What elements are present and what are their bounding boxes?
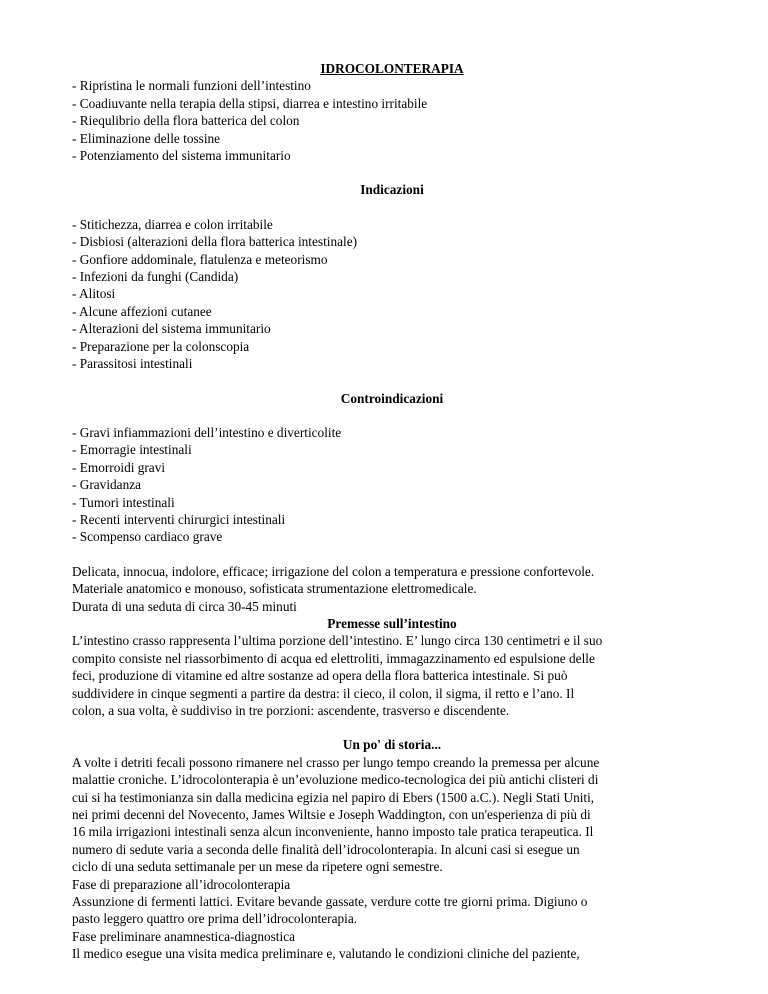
- list-item: - Recenti interventi chirurgici intestinali: [72, 511, 286, 527]
- list-item: - Ripristina le normali funzioni dell’intestino: [72, 78, 311, 94]
- premesse-paragraph: [72, 632, 712, 719]
- document-page: [72, 60, 712, 963]
- storia-heading: Un po' di storia...: [342, 737, 442, 753]
- list-item: - Scompenso cardiaco grave: [72, 529, 223, 545]
- document-title: IDROCOLONTERAPIA: [320, 61, 464, 76]
- indications-heading: Indicazioni: [360, 182, 424, 198]
- text-line: cui si ha testimonianza sin dalla medicina egizia nel papiro di Ebers (1500 a.C.). Negli Stati Uniti,: [72, 789, 595, 805]
- text-line: 16 mila irrigazioni intestinali senza alcun inconveniente, hanno imposto tale pratica terapeutica. Il: [72, 824, 594, 840]
- list-item: - Alcune affezioni cutanee: [72, 303, 212, 319]
- list-item: - Tumori intestinali: [72, 494, 175, 510]
- text-line: suddividere in cinque segmenti a partire da destra: il cieco, il colon, il sigma, il retto e l’ano. Il: [72, 685, 575, 701]
- list-item: - Emorroidi gravi: [72, 459, 166, 475]
- text-line: colon, a sua volta, è suddiviso in tre porzioni: ascendente, trasverso e discendente.: [72, 703, 510, 718]
- text-line: L’intestino crasso rappresenta l’ultima porzione dell’intestino. E’ lungo circa 130 centimetri e il suo: [72, 633, 603, 649]
- list-item: - Coadiuvante nella terapia della stipsi, diarrea e intestino irritabile: [72, 95, 428, 111]
- list-item: - Disbiosi (alterazioni della flora batterica intestinale): [72, 234, 358, 250]
- text-line: Delicata, innocua, indolore, efficace; irrigazione del colon a temperatura e pressione confortevole.: [72, 563, 595, 579]
- list-item: - Alitosi: [72, 286, 116, 302]
- storia-paragraph: [72, 754, 712, 963]
- premesse-heading: Premesse sull’intestino: [327, 615, 457, 631]
- text-line: Materiale anatomico e monouso, sofisticata strumentazione elettromedicale.: [72, 581, 477, 597]
- list-item: - Stitichezza, diarrea e colon irritabile: [72, 216, 273, 232]
- benefits-list: [72, 77, 712, 164]
- list-item: - Preparazione per la colonscopia: [72, 338, 250, 354]
- indications-list: [72, 216, 712, 373]
- description-paragraph: [72, 563, 712, 615]
- text-line: Fase preliminare anamnestica-diagnostica: [72, 928, 296, 944]
- text-line: feci, produzione di vitamine ed altre sostanze ad opera della flora batterica intestinale. Si può: [72, 668, 568, 684]
- list-item: - Riequlibrio della flora batterica del colon: [72, 113, 300, 129]
- list-item: - Gravidanza: [72, 477, 142, 493]
- text-line: ciclo di una seduta settimanale per un mese da ripetere ogni semestre.: [72, 859, 443, 875]
- text-line: nei primi decenni del Novecento, James Wiltsie e Joseph Waddington, con un'esperienza di più di: [72, 807, 591, 823]
- text-line: Il medico esegue una visita medica preliminare e, valutando le condizioni cliniche del paziente,: [72, 946, 580, 962]
- text-line: pasto leggero quattro ore prima dell’idrocolonterapia.: [72, 911, 358, 927]
- text-line: Fase di preparazione all’idrocolonterapia: [72, 876, 291, 892]
- text-line: compito consiste nel riassorbimento di acqua ed elettroliti, immagazzinamento ed espulsione delle: [72, 650, 595, 666]
- list-item: - Potenziamento del sistema immunitario: [72, 148, 291, 164]
- text-line: malattie croniche. L’idrocolonterapia è un’evoluzione medico-tecnologica dei più antichi clisteri di: [72, 772, 599, 788]
- list-item: - Gravi infiammazioni dell’intestino e diverticolite: [72, 424, 342, 440]
- list-item: - Emorragie intestinali: [72, 442, 192, 458]
- text-line: Assunzione di fermenti lattici. Evitare bevande gassate, verdure cotte tre giorni prima. Digiuno o: [72, 894, 588, 910]
- list-item: - Infezioni da funghi (Candida): [72, 269, 239, 285]
- list-item: - Alterazioni del sistema immunitario: [72, 321, 271, 337]
- text-line: numero di sedute varia a seconda delle finalità dell’idrocolonterapia. In alcuni casi si esegue un: [72, 841, 580, 857]
- list-item: - Gonfiore addominale, flatulenza e meteorismo: [72, 251, 328, 267]
- contraindications-heading: Controindicazioni: [340, 390, 444, 406]
- contraindications-list: [72, 424, 712, 546]
- list-item: - Eliminazione delle tossine: [72, 130, 221, 146]
- text-line: A volte i detriti fecali possono rimanere nel crasso per lungo tempo creando la premessa per alcune: [72, 754, 600, 770]
- list-item: - Parassitosi intestinali: [72, 356, 193, 372]
- text-line: Durata di una seduta di circa 30-45 minuti: [72, 598, 297, 614]
